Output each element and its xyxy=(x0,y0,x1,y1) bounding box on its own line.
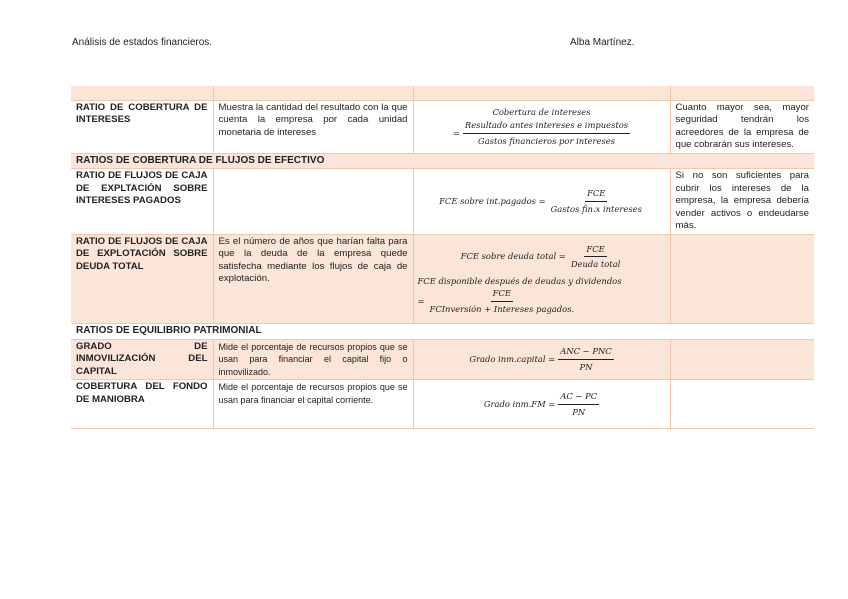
ratio-conclusion xyxy=(670,234,814,324)
ratio-formula xyxy=(413,100,670,153)
table-row xyxy=(71,169,814,235)
section-title: RATIOS DE COBERTURA DE FLUJOS DE EFECTIVO xyxy=(71,153,814,169)
formula-numerator: FCE xyxy=(585,187,607,202)
formula-label: Cobertura de intereses xyxy=(492,106,591,117)
table-row xyxy=(71,234,814,324)
formula-numerator: FCE xyxy=(584,243,606,258)
formula-numerator: AC − PC xyxy=(558,390,599,405)
table-row xyxy=(71,100,814,153)
formula-denominator: PN xyxy=(579,361,593,372)
formula-label: FCE disponible después de deudas y dividendos xyxy=(417,275,622,286)
ratio-name: GRADO DE INMOVILIZACIÓN DEL CAPITAL xyxy=(71,339,213,380)
ratio-name: RATIO DE FLUJOS DE CAJA DE EXPLOTACIÓN SOBRE DEUDA TOTAL xyxy=(71,234,213,324)
ratio-formula xyxy=(413,339,670,380)
ratio-name: RATIO DE FLUJOS DE CAJA DE EXPLTACIÓN SOBRE INTERESES PAGADOS xyxy=(76,170,208,206)
ratio-conclusion: Si no son suficientes para cubrir los intereses de la empresa, la empresa debería vender activos o endeudarse más. xyxy=(670,169,814,235)
ratio-description: Muestra la cantidad del resultado con la que cuenta la empresa por cada unidad monetaria de intereses xyxy=(213,100,413,153)
section-title: RATIOS DE EQUILIBRIO PATRIMONIAL xyxy=(71,324,814,340)
formula-denominator: Gastos fin.x intereses xyxy=(550,203,642,214)
ratio-conclusion: Cuanto mayor sea, mayor seguridad tendrán los acreedores de la empresa de que cobrarán sus intereses. xyxy=(670,100,814,153)
formula-denominator: PN xyxy=(572,406,586,417)
formula-equals: = xyxy=(452,128,460,138)
ratio-description xyxy=(213,169,413,235)
ratio-description: Mide el porcentaje de recursos propios que se usan para financiar el capital fijo o inmovilizado. xyxy=(213,339,413,380)
formula-lhs: FCE sobre deuda total = xyxy=(460,251,566,262)
formula-fraction xyxy=(558,345,614,373)
table-top-band xyxy=(71,86,814,100)
formula-fraction xyxy=(463,119,630,147)
ratio-description: Es el número de años que harían falta para que la deuda de la empresa quede satisfecha mediante los flujos de caja de explotación. xyxy=(213,234,413,324)
formula-lhs: Grado inm.capital = xyxy=(469,354,556,364)
formula-fraction xyxy=(558,390,599,418)
ratio-conclusion xyxy=(670,380,814,429)
table-row xyxy=(71,380,814,429)
ratio-formula xyxy=(413,234,670,324)
formula-denominator: FCInversión + Intereses pagados. xyxy=(429,303,575,314)
ratios-table xyxy=(71,86,814,429)
formula-fraction xyxy=(428,287,577,315)
ratio-name: COBERTURA DEL FONDO DE MANIOBRA xyxy=(76,381,208,405)
ratio-formula xyxy=(413,169,670,235)
formula-lhs: Grado inm.FM = xyxy=(483,398,556,409)
formula-fraction xyxy=(569,243,623,271)
section-header-equilibrio xyxy=(71,324,814,340)
ratio-name: RATIO DE COBERTURA DE INTERESES xyxy=(76,101,208,125)
formula-numerator: Resultado antes intereses e impuestos xyxy=(463,119,630,134)
document-header-author: Alba Martínez. xyxy=(570,37,635,48)
formula-numerator: ANC − PNC xyxy=(558,345,614,360)
ratio-formula xyxy=(413,380,670,429)
ratio-description: Mide el porcentaje de recursos propios que se usan para financiar el capital corriente. xyxy=(213,380,413,429)
ratio-conclusion xyxy=(670,339,814,380)
formula-denominator: Deuda total xyxy=(570,259,621,269)
formula-denominator: Gastos financieros por intereses xyxy=(478,135,616,146)
formula-lhs: FCE sobre int.pagados = xyxy=(439,196,546,206)
table-row xyxy=(71,339,814,380)
section-header-flujos xyxy=(71,153,814,169)
formula-fraction xyxy=(549,187,644,215)
formula-numerator: FCE xyxy=(491,287,513,302)
document-header-title: Análisis de estados financieros. xyxy=(72,37,213,48)
formula-equals: = xyxy=(417,295,425,306)
